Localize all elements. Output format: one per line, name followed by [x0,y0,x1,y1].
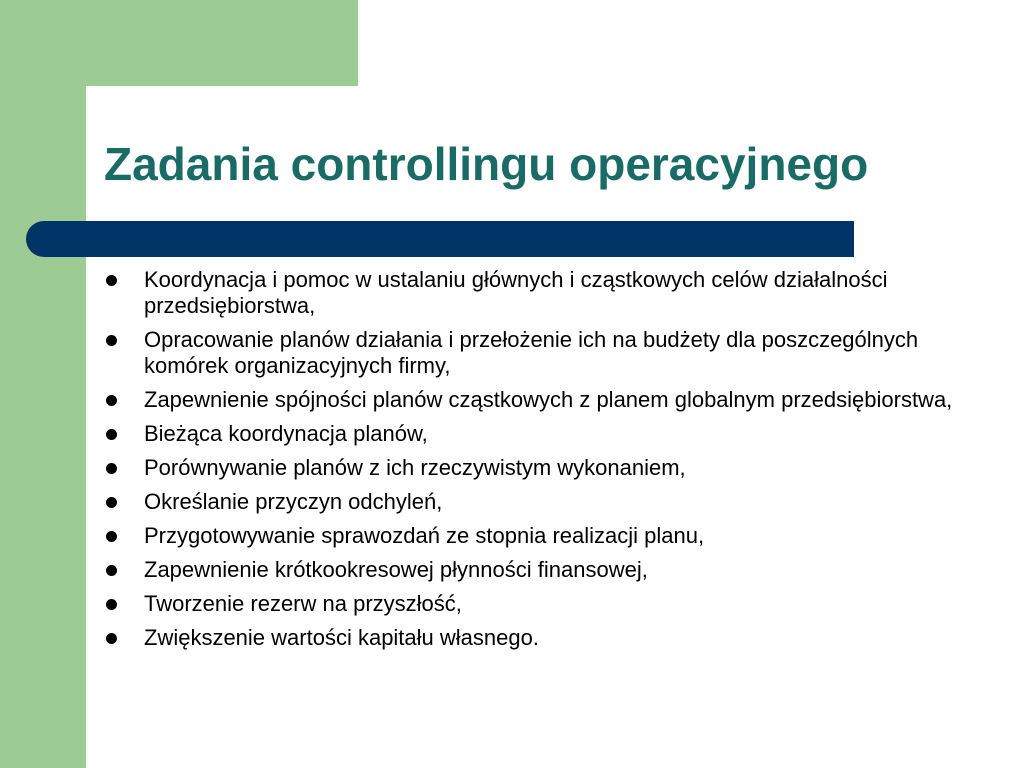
bullet-item [104,523,984,549]
bullet-item [104,489,984,515]
bullet-item [104,267,984,319]
decorative-green-top-band [0,0,358,86]
bullet-item [104,421,984,447]
bullet-list [104,267,984,659]
bullet-dot-icon [106,565,117,576]
bullet-item [104,591,984,617]
slide-title: Zadania controllingu operacyjnego [104,138,869,190]
bullet-dot-icon [106,599,117,610]
bullet-item [104,625,984,651]
bullet-dot-icon [106,395,117,406]
bullet-dot-icon [106,497,117,508]
bullet-dot-icon [106,463,117,474]
bullet-item [104,557,984,583]
bullet-text: Zapewnienie krótkookresowej płynności finansowej, [144,557,648,582]
bullet-text: Przygotowywanie sprawozdań ze stopnia realizacji planu, [144,523,705,548]
bullet-text: Określanie przyczyn odchyleń, [144,489,443,514]
bullet-dot-icon [106,429,117,440]
bullet-text: Zapewnienie spójności planów cząstkowych z planem globalnym przedsiębiorstwa, [144,387,953,412]
bullet-dot-icon [106,633,117,644]
bullet-item [104,327,984,379]
bullet-text: Tworzenie rezerw na przyszłość, [144,591,462,616]
bullet-text: Koordynacja i pomoc w ustalaniu głównych i cząstkowych celów działalności przedsiębiorstwa, [144,267,888,318]
bullet-item [104,387,984,413]
decorative-green-sidebar [0,0,86,768]
bullet-item [104,455,984,481]
bullet-text: Porównywanie planów z ich rzeczywistym wykonaniem, [144,455,686,480]
bullet-text: Opracowanie planów działania i przełożenie ich na budżety dla poszczególnych komórek organizacyjnych firmy, [144,327,919,378]
bullet-text: Zwiększenie wartości kapitału własnego. [144,625,539,650]
bullet-dot-icon [106,275,117,286]
decorative-title-underline-bar [26,221,854,257]
bullet-dot-icon [106,531,117,542]
bullet-text: Bieżąca koordynacja planów, [144,421,428,446]
bullet-dot-icon [106,335,117,346]
